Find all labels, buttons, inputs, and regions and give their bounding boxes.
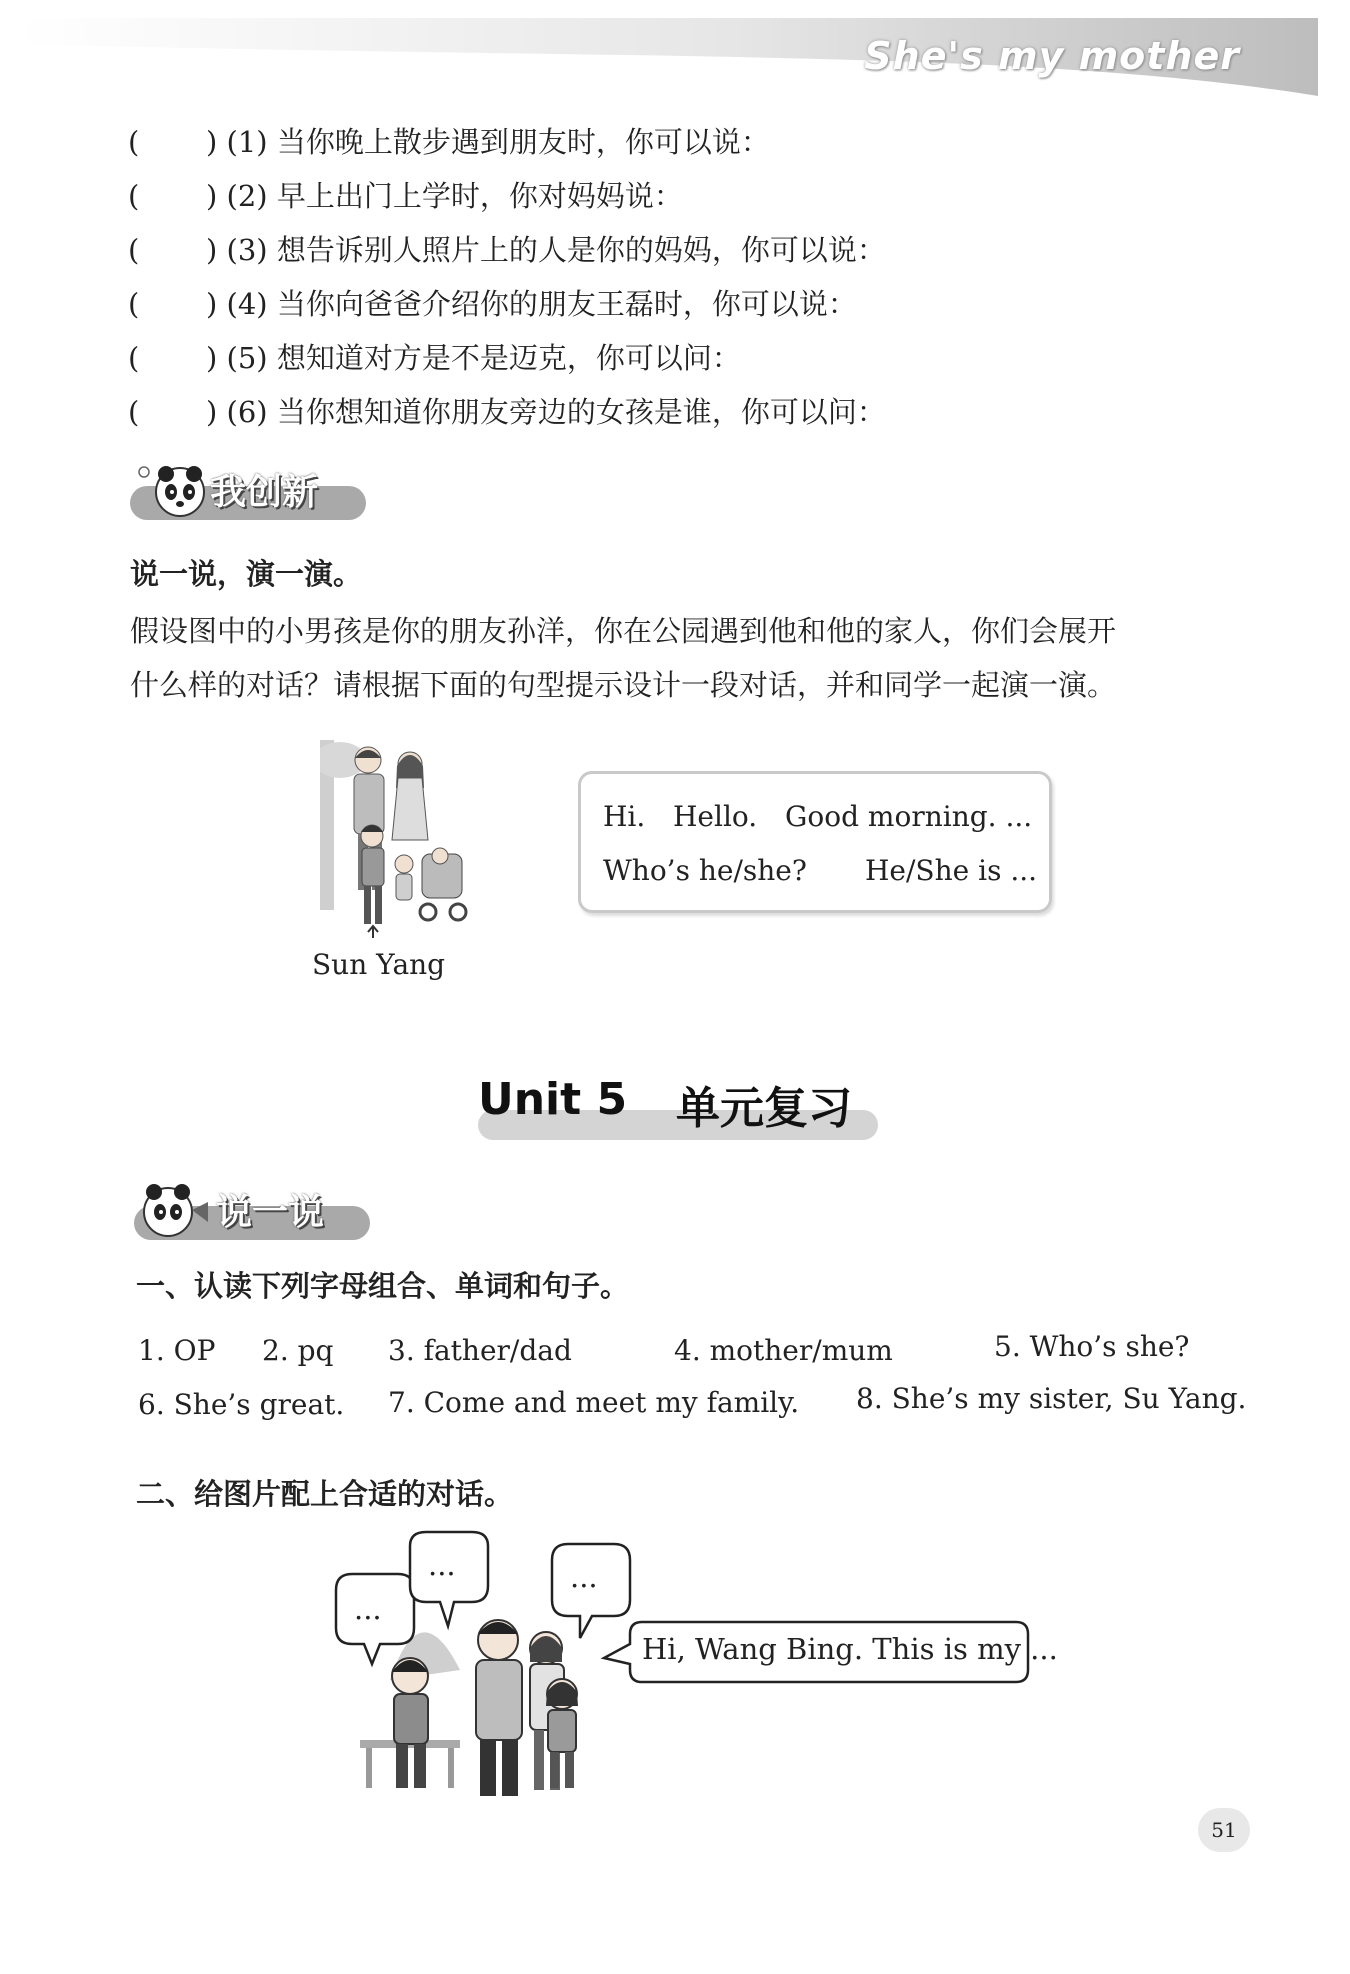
sentence-pattern-box bbox=[578, 771, 1052, 913]
answer-blank-close: ) bbox=[206, 287, 218, 321]
question-row bbox=[128, 230, 886, 270]
page-number: 51 bbox=[1198, 1808, 1250, 1852]
reading-item: 2. pq bbox=[262, 1334, 334, 1367]
reading-item: 6. She’s great. bbox=[138, 1388, 345, 1421]
answer-blank-open[interactable]: ( bbox=[128, 125, 140, 159]
family-in-park-illustration bbox=[320, 740, 480, 940]
answer-blank-open[interactable]: ( bbox=[128, 233, 140, 267]
speak-section-badge bbox=[134, 1180, 374, 1233]
question-text: (3) 想告诉别人照片上的人是你的妈妈，你可以说： bbox=[226, 233, 886, 267]
create-section-paragraph-line1: 假设图中的小男孩是你的朋友孙洋，你在公园遇到他和他的家人，你们会展开 bbox=[130, 614, 1117, 648]
answer-blank-close: ) bbox=[206, 125, 218, 159]
create-section-paragraph-line2: 什么样的对话？请根据下面的句型提示设计一段对话，并和同学一起演一演。 bbox=[130, 668, 1117, 702]
unit-title bbox=[478, 1072, 878, 1142]
reading-item: 3. father/dad bbox=[388, 1334, 572, 1367]
reading-item: 5. Who’s she? bbox=[994, 1330, 1190, 1363]
answer-blank-open[interactable]: ( bbox=[128, 287, 140, 321]
speech-bubble-main: Hi, Wang Bing. This is my ... bbox=[642, 1632, 1058, 1666]
speech-bubble-left: ... bbox=[354, 1592, 382, 1626]
answer-blank-close: ) bbox=[206, 179, 218, 213]
create-section-heading: 说一说，演一演。 bbox=[130, 557, 363, 591]
pattern-whos-he-she: Who’s he/she? bbox=[603, 854, 807, 887]
answer-blank-open[interactable]: ( bbox=[128, 395, 140, 429]
answer-blank-close: ) bbox=[206, 395, 218, 429]
question-text: (5) 想知道对方是不是迈克，你可以问： bbox=[226, 341, 741, 375]
reading-item: 1. OP bbox=[138, 1334, 216, 1367]
question-text: (4) 当你向爸爸介绍你的朋友王磊时，你可以说： bbox=[226, 287, 857, 321]
question-row bbox=[128, 122, 770, 162]
speak-heading-1: 一、认读下列字母组合、单词和句子。 bbox=[136, 1269, 630, 1303]
pattern-he-she-is: He/She is ... bbox=[865, 854, 1038, 887]
speech-bubble-middle: ... bbox=[428, 1548, 456, 1582]
speak-heading-2: 二、给图片配上合适的对话。 bbox=[136, 1477, 514, 1511]
unit-label: Unit 5 bbox=[478, 1074, 628, 1125]
header-title: She's my mother bbox=[864, 34, 1240, 78]
unit-name: 单元复习 bbox=[676, 1083, 852, 1134]
pattern-hi: Hi. bbox=[603, 800, 646, 833]
pattern-good-morning: Good morning. ... bbox=[785, 800, 1033, 833]
question-row bbox=[128, 338, 741, 378]
question-text: (2) 早上出门上学时，你对妈妈说： bbox=[226, 179, 683, 213]
answer-blank-close: ) bbox=[206, 341, 218, 375]
question-row bbox=[128, 284, 857, 324]
badge-label: 说一说 bbox=[216, 1192, 325, 1233]
pattern-hello: Hello. bbox=[673, 800, 758, 833]
speech-bubble-right: ... bbox=[570, 1560, 598, 1594]
illustration-caption: Sun Yang bbox=[312, 948, 446, 981]
question-text: (6) 当你想知道你朋友旁边的女孩是谁，你可以问： bbox=[226, 395, 886, 429]
answer-blank-close: ) bbox=[206, 233, 218, 267]
reading-item: 8. She’s my sister, Su Yang. bbox=[856, 1382, 1247, 1415]
create-section-badge bbox=[130, 462, 370, 513]
reading-item: 7. Come and meet my family. bbox=[388, 1386, 800, 1419]
badge-label: 我创新 bbox=[210, 472, 319, 513]
reading-item: 4. mother/mum bbox=[674, 1334, 893, 1367]
answer-blank-open[interactable]: ( bbox=[128, 179, 140, 213]
question-text: (1) 当你晚上散步遇到朋友时，你可以说： bbox=[226, 125, 770, 159]
answer-blank-open[interactable]: ( bbox=[128, 341, 140, 375]
question-row bbox=[128, 176, 683, 216]
question-row bbox=[128, 392, 886, 432]
